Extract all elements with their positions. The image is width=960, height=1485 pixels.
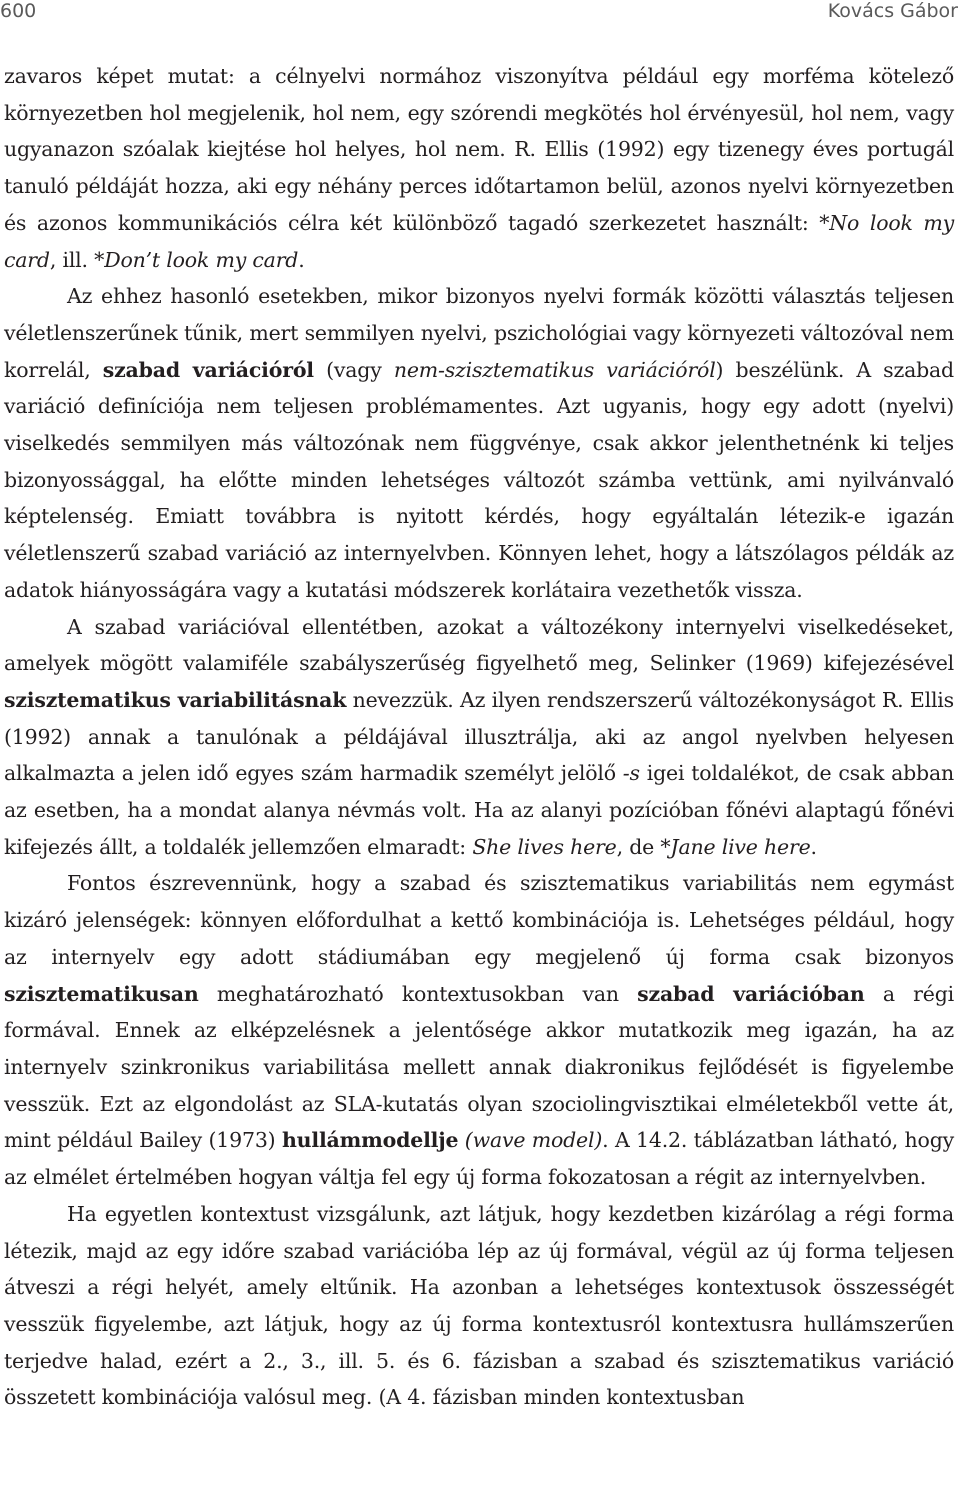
text-run: . bbox=[298, 247, 305, 272]
text-run: Ha egyetlen kontextust vizsgálunk, azt látjuk, hogy kezdetben kizárólag a régi forma létezik, majd az egy időre szabad variációba lép az új formával, végül az új forma teljesen átveszi a régi helyét, amely eltűnik. Ha azonban a lehetséges kontextusok összességét vesszük figyelembe, azt látjuk, hogy az új forma kontextusról kontextusra hullámszerűen terjedve halad, ezért a 2., 3., ill. 5. és 6. fázisban a szabad és szisztematikus variáció összetett kombinációja valósul meg. (A 4. fázisban minden kontextusban bbox=[4, 1201, 954, 1410]
text-run: Az ehhez hasonló esetekben, mikor bizonyos nyelvi formák közötti választás teljesen véletlenszerűnek tűnik, mert semmilyen nyelvi, pszichológiai vagy környezeti változóval nem korrelál, bbox=[4, 284, 954, 382]
text-run: . A 14.2. táblázatban látható, hogy az elmélet értelmében hogyan váltja fel egy új forma fokozatosan a régit az internyelvben. bbox=[4, 1128, 954, 1190]
italic-text: No look my card bbox=[4, 210, 954, 272]
text-run: A szabad variációval ellentétben, azokat a változékony internyelvi viselkedéseket, amelyek mögött valamiféle szabályszerűség figyelhető meg, Selinker (1969) kifejezésével bbox=[4, 614, 954, 676]
page-number: 600 bbox=[0, 0, 37, 22]
text-run: nevezzük. Az ilyen rendszerszerű változékonyságot R. Ellis (1992) annak a tanulónak a példájával illusztrálja, aki az angol nyelvben helyesen alkalmazta a jelen idő egyes szám harmadik személyt jelölő bbox=[4, 687, 954, 786]
italic-text: She lives here bbox=[472, 834, 617, 859]
running-header bbox=[0, 0, 960, 28]
italic-text: Don’t look my card bbox=[104, 247, 299, 272]
text-run: . bbox=[810, 834, 817, 859]
paragraph bbox=[4, 1196, 954, 1416]
italic-text: (wave model) bbox=[464, 1128, 603, 1153]
text-run: meghatározható kontextusokban van bbox=[198, 981, 638, 1006]
text-run: , de * bbox=[616, 834, 671, 859]
text-run: Fontos észrevennünk, hogy a szabad és szisztematikus variabilitás nem egymást kizáró jelenségek: könnyen előfordulhat a kettő kombinációja is. Lehetséges például, hogy az internyelv egy adott stádiumában egy megjelenő új forma csak bizonyos bbox=[4, 871, 954, 969]
paragraph bbox=[4, 865, 954, 1195]
bold-term: hullámmodellje bbox=[281, 1128, 459, 1153]
bold-term: szisztematikusan bbox=[4, 981, 199, 1006]
text-run: , ill. * bbox=[49, 247, 105, 272]
text-run: (vagy bbox=[313, 357, 394, 382]
body-text bbox=[4, 58, 954, 1416]
bold-term: szabad variációban bbox=[637, 981, 865, 1006]
paragraph bbox=[4, 609, 954, 866]
paragraph bbox=[4, 58, 954, 278]
italic-text: Jane live here bbox=[670, 834, 811, 859]
text-run: ) beszélünk. A szabad variáció definíciója nem teljesen problémamentes. Azt ugyanis, hogy egy adott (nyelvi) viselkedés semmilyen más változónak nem függvénye, csak akkor jelenthetnénk ki teljes bizonyossággal, ha előtte minden lehetséges változót számba vettünk, ami nyilvánvaló képtelenség. Emiatt továbbra is nyitott kérdés, hogy egyáltalán létezik-e igazán véletlenszerű szabad variáció az internyelvben. Könnyen lehet, hogy a látszólagos példák az adatok hiányosságára vagy a kutatási módszerek korlátaira vezethetők vissza. bbox=[4, 357, 954, 602]
text-run: zavaros képet mutat: a célnyelvi normához viszonyítva például egy morféma kötelező környezetben hol megjelenik, hol nem, egy szórendi megkötés hol érvényesül, hol nem, vagy ugyanazon szóalak kiejtése hol helyes, hol nem. R. Ellis (1992) egy tizenegy éves portugál tanuló példáját hozza, aki egy néhány perces időtartamon belül, azonos nyelvi környezetben és azonos kommunikációs célra két különböző tagadó szerkezetet használt: * bbox=[4, 64, 954, 235]
running-head-author: Kovács Gábor bbox=[827, 0, 958, 22]
paragraph bbox=[4, 278, 954, 608]
text-run: a régi formával. Ennek az elképzelésnek a jelentősége akkor mutatkozik meg igazán, ha az internyelv szinkronikus variabilitása mellett annak diakronikus fejlődését is figyelembe vesszük. Ezt az elgondolást az SLA-kutatás olyan szociolingvisztikai elméletekből vette át, mint például Bailey (1973) bbox=[4, 981, 954, 1153]
bold-term: szabad variációról bbox=[102, 357, 314, 382]
bold-term: szisztematikus variabilitásnak bbox=[4, 687, 347, 712]
italic-text: nem-szisztematikus variációról bbox=[393, 357, 716, 382]
italic-text: -s bbox=[622, 761, 640, 786]
text-run: igei toldalékot, de csak abban az esetben, ha a mondat alanya névmás volt. Ha az alanyi pozícióban főnévi alaptagú főnévi kifejezés állt, a toldalék jellemzően elmaradt: bbox=[4, 761, 954, 859]
